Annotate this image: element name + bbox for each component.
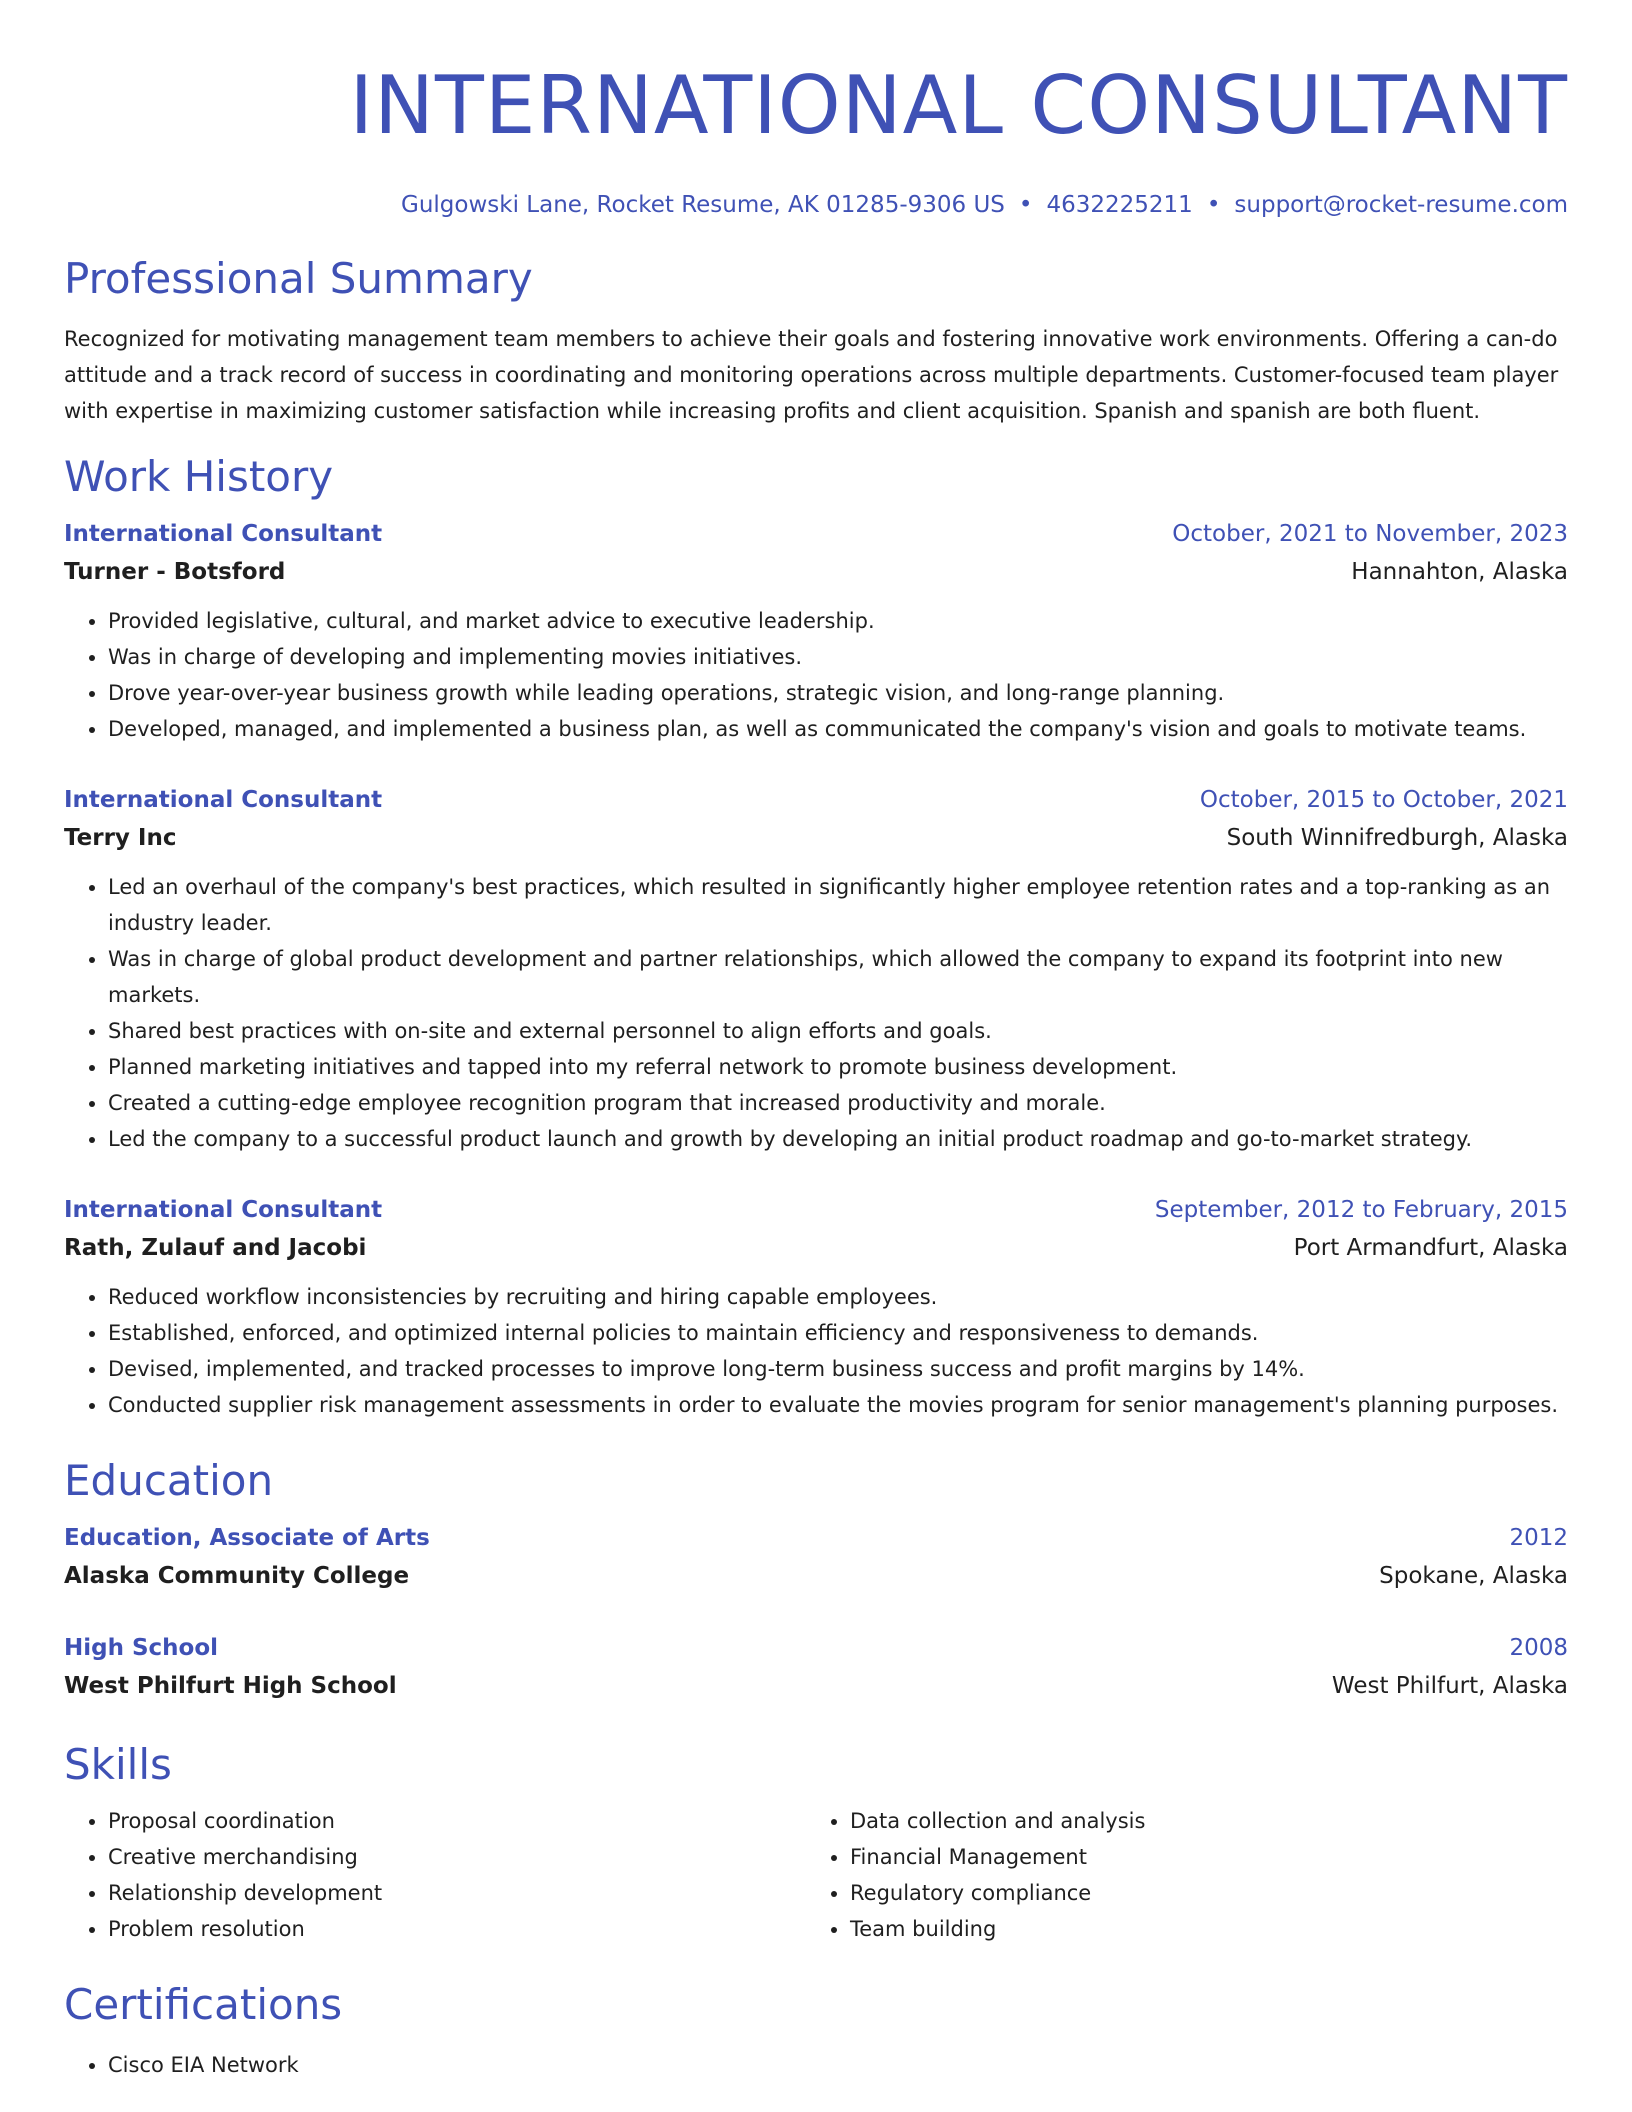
job-bullet: • Was in charge of global product development and partner relationships, which allowed the company to expand its footprint into new markets. [108, 941, 1568, 1013]
contact-phone: 4632225211 [1046, 192, 1193, 218]
education-location: Spokane, Alaska [1379, 1563, 1568, 1589]
job-role: International Consultant [64, 787, 383, 813]
job-bullet: • Created a cutting-edge employee recognition program that increased productivity and morale. [108, 1085, 1568, 1121]
skill-item: • Proposal coordination [108, 1803, 806, 1839]
education-location: West Philfurt, Alaska [1331, 1673, 1568, 1699]
education-entry [64, 1629, 1568, 1705]
skill-item: • Relationship development [108, 1875, 806, 1911]
job-bullet: • Led the company to a successful product launch and growth by developing an initial product roadmap and go-to-market strategy. [108, 1121, 1568, 1157]
certifications-heading: Certifications [64, 1980, 343, 2029]
candidate-title: INTERNATIONAL CONSULTANT [349, 59, 1568, 152]
job-bullets [64, 1279, 1568, 1423]
job-location: South Winnifredburgh, Alaska [1226, 825, 1568, 851]
job-bullet: • Provided legislative, cultural, and market advice to executive leadership. [108, 603, 1568, 639]
job-bullet: • Planned marketing initiatives and tapped into my referral network to promote business development. [108, 1049, 1568, 1085]
job-company-row [64, 553, 1568, 591]
certifications-list [64, 2047, 1568, 2083]
job-bullet: • Drove year-over-year business growth while leading operations, strategic vision, and long-range planning. [108, 675, 1568, 711]
job-company-row [64, 819, 1568, 857]
summary-text: Recognized for motivating management team members to achieve their goals and fostering innovative work environments. Offering a can-do attitude and a track record of success in coordinating and monitoring operations across multiple departments. Customer-focused team player with expertise in maximizing customer satisfaction while increasing profits and client acquisition. Spanish and spanish are both fluent. [64, 327, 1559, 423]
job-location: Port Armandfurt, Alaska [1293, 1235, 1568, 1261]
summary-heading: Professional Summary [64, 254, 533, 303]
job-bullet: • Was in charge of developing and implementing movies initiatives. [108, 639, 1568, 675]
job-role: International Consultant [64, 1197, 383, 1223]
job-location: Hannahton, Alaska [1351, 559, 1568, 585]
job-company-row [64, 1229, 1568, 1267]
job-bullets [64, 869, 1568, 1157]
education-header-row [64, 1629, 1568, 1667]
contact-separator: • [1018, 192, 1033, 218]
job-header-row [64, 1191, 1568, 1229]
job-bullet: • Shared best practices with on-site and external personnel to align efforts and goals. [108, 1013, 1568, 1049]
certification-item: • Cisco EIA Network [108, 2047, 1568, 2083]
skill-item: • Problem resolution [108, 1911, 806, 1947]
skill-item: • Data collection and analysis [850, 1803, 1548, 1839]
contact-separator: • [1206, 192, 1221, 218]
job-bullets [64, 603, 1568, 747]
job-dates: October, 2021 to November, 2023 [1172, 521, 1568, 547]
skill-item: • Creative merchandising [108, 1839, 806, 1875]
education-school-row [64, 1667, 1568, 1705]
job-bullet: • Developed, managed, and implemented a business plan, as well as communicated the company's vision and goals to motivate teams. [108, 711, 1568, 747]
skill-item: • Financial Management [850, 1839, 1548, 1875]
job-role: International Consultant [64, 521, 383, 547]
job-bullet: • Established, enforced, and optimized internal policies to maintain efficiency and responsiveness to demands. [108, 1315, 1568, 1351]
skills-grid [64, 1803, 1568, 1947]
skills-column-left [64, 1803, 806, 1947]
education-school: West Philfurt High School [64, 1673, 397, 1699]
education-degree: High School [64, 1635, 219, 1661]
job-entry [64, 1191, 1568, 1423]
resume-header [64, 0, 1568, 221]
job-company: Turner - Botsford [64, 559, 286, 585]
job-dates: September, 2012 to February, 2015 [1154, 1197, 1568, 1223]
job-bullet: • Led an overhaul of the company's best practices, which resulted in significantly higher employee retention rates and a top-ranking as an industry leader. [108, 869, 1568, 941]
job-dates: October, 2015 to October, 2021 [1199, 787, 1568, 813]
education-heading: Education [64, 1456, 274, 1505]
skill-item: • Team building [850, 1911, 1548, 1947]
education-entry [64, 1519, 1568, 1595]
skills-column-right [806, 1803, 1548, 1947]
education-school-row [64, 1557, 1568, 1595]
education-degree: Education, Associate of Arts [64, 1525, 430, 1551]
education-school: Alaska Community College [64, 1563, 410, 1589]
job-bullet: • Devised, implemented, and tracked processes to improve long-term business success and profit margins by 14%. [108, 1351, 1568, 1387]
education-header-row [64, 1519, 1568, 1557]
job-bullet: • Reduced workflow inconsistencies by recruiting and hiring capable employees. [108, 1279, 1568, 1315]
job-header-row [64, 781, 1568, 819]
education-year: 2012 [1509, 1525, 1568, 1551]
job-company: Terry Inc [64, 825, 177, 851]
job-entry [64, 781, 1568, 1157]
education-year: 2008 [1509, 1635, 1568, 1661]
contact-line [64, 189, 1568, 221]
job-bullet: • Conducted supplier risk management assessments in order to evaluate the movies program for senior management's planning purposes. [108, 1387, 1568, 1423]
contact-address: Gulgowski Lane, Rocket Resume, AK 01285-9306 US [401, 192, 1005, 218]
job-company: Rath, Zulauf and Jacobi [64, 1235, 367, 1261]
job-entry [64, 515, 1568, 747]
work-history-heading: Work History [64, 452, 334, 501]
skill-item: • Regulatory compliance [850, 1875, 1548, 1911]
job-header-row [64, 515, 1568, 553]
skills-heading: Skills [64, 1740, 172, 1789]
contact-email: support@rocket-resume.com [1234, 192, 1568, 218]
